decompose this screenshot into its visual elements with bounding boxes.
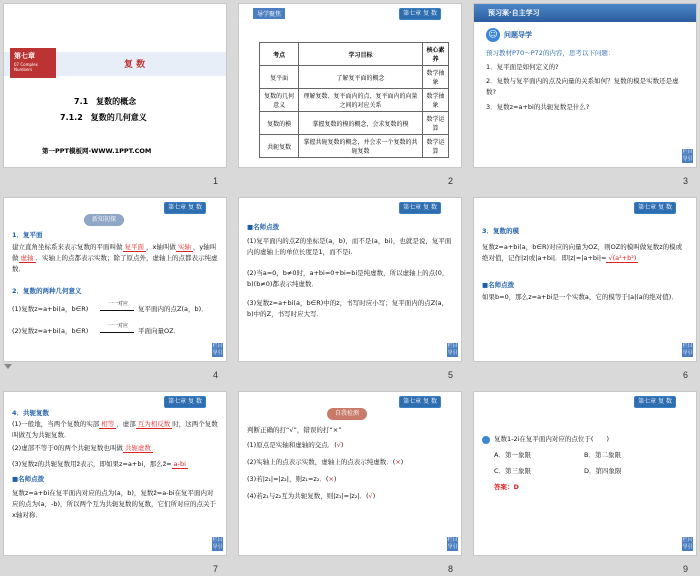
subsection-heading: 7.1.2 复数的几何意义 — [60, 113, 147, 122]
expand-arrow-icon[interactable] — [4, 364, 12, 369]
slide-number: 6 — [683, 370, 689, 380]
chapter-title: 复 数 — [124, 60, 146, 70]
chapter-tag: 第七章 复 数 — [164, 396, 206, 408]
learning-goals-table — [259, 42, 449, 158]
heading-geometric-meaning: 2．复数的两种几何意义 — [12, 287, 82, 295]
conjugate-imaginary — [12, 443, 218, 454]
table-cell: 掌握共轭复数的概念，并会求一个复数的共轭复数 — [299, 135, 423, 158]
slide-number: 3 — [683, 176, 689, 186]
tip-2: (2)当a=0，b≠0时，a+bi=0+bi=bi是纯虚数，所以虚轴上的点(0，b)(b≠0)都表示纯虚数． — [247, 269, 449, 288]
text-span: ．实轴上的点都表示实数；除了原点外，虚轴上的点都表示纯虚数． — [12, 254, 218, 273]
text-span: (3)若|z₁|=|z₂|，则z₁=z₂．( — [247, 475, 329, 483]
back-button[interactable]: 栏目导引 — [682, 537, 693, 550]
table-cell: 复平面 — [260, 66, 299, 89]
back-button[interactable]: 栏目导引 — [212, 343, 223, 356]
chapter-en: 07 Complex Numbers — [14, 62, 38, 72]
judge-item-3 — [247, 474, 453, 485]
answer: 答案：D — [494, 483, 519, 491]
section-label: 导学聚焦 — [253, 8, 285, 19]
text-span: ，x轴叫做 — [146, 243, 176, 251]
text-span: 建立直角坐标系来表示复数的平面叫做 — [12, 243, 123, 251]
guide-title: 问题导学 — [504, 31, 532, 39]
answer-blank: √(a²+b²) — [608, 254, 637, 262]
answer-blank: a-bi — [173, 460, 186, 468]
option-b: B．第二象限 — [584, 451, 621, 459]
text-span: ) — [340, 441, 344, 449]
banner-title: 预习案·自主学习 — [488, 9, 540, 17]
double-arrow-icon — [100, 332, 134, 333]
text-span: (2)实轴上的点表示实数，虚轴上的点表示纯虚数．( — [247, 458, 396, 466]
table-cell: 数学运算 — [422, 135, 448, 158]
complex-plane-text — [12, 242, 218, 275]
modulus-text — [482, 242, 688, 264]
double-arrow-icon — [100, 310, 134, 311]
chapter-tag: 第七章 复 数 — [634, 396, 676, 408]
text-span: (2)虚部不等于0的两个共轭复数也叫做 — [12, 444, 123, 452]
judge-item-2 — [247, 457, 453, 468]
chapter-badge — [10, 48, 56, 78]
answer-blank: 实轴 — [177, 243, 191, 251]
table-cell: 了解复平面的概念 — [299, 66, 423, 89]
text-span: (1)原点是实轴和虚轴的交点．( — [247, 441, 337, 449]
chapter-tag: 第七章 复 数 — [399, 202, 441, 214]
arrow-label: 一一对应 — [108, 323, 129, 329]
mapping-2-target: 平面向量OZ． — [138, 327, 181, 335]
slide-number: 5 — [448, 370, 454, 380]
table-cell: 复数的几何意义 — [260, 89, 299, 112]
question-bullet-icon — [482, 436, 490, 444]
table-cell: 理解复数、复平面内的点、复平面内的向量之间的对应关系 — [299, 89, 423, 112]
heading-complex-plane: 1．复平面 — [12, 231, 43, 239]
instruction: 判断正确的打“√”，错误的打“×” — [247, 426, 342, 434]
tip-heading: ■名师点拨 — [12, 475, 45, 483]
text-span: ) — [400, 458, 404, 466]
section-badge: 自我检测 — [327, 408, 367, 420]
slide-5-thumbnail[interactable] — [239, 198, 461, 361]
question: 复数1-2i在复平面内对应的点位于( ) — [494, 435, 609, 443]
slide-number: 8 — [448, 564, 454, 574]
back-button[interactable]: 栏目导引 — [682, 149, 693, 162]
answer-blank: 相等 — [101, 420, 115, 428]
slide-number: 7 — [213, 564, 219, 574]
question-1: 1．复平面是如何定义的? — [486, 63, 559, 71]
text-span: ) — [372, 492, 376, 500]
slide-6-thumbnail[interactable] — [474, 198, 696, 361]
answer-blank: 复平面 — [124, 243, 144, 251]
text-span: 时，这两个复数叫做互为共轭复数． — [12, 420, 218, 439]
answer-blank: 虚轴 — [20, 254, 34, 262]
chapter-tag: 第七章 复 数 — [399, 8, 441, 20]
slide-8-thumbnail[interactable] — [239, 392, 461, 555]
text-span: ，y轴叫做 — [12, 243, 217, 262]
mapping-2: (2)复数z=a+bi(a，b∈R) — [12, 327, 89, 335]
table-cell: 掌握复数的模的概念，会求复数的模 — [299, 112, 423, 135]
arrow-label: 一一对应 — [108, 301, 129, 307]
chapter-tag: 第七章 复 数 — [634, 202, 676, 214]
option-c: C．第三象限 — [494, 467, 532, 475]
slide-9-thumbnail[interactable] — [474, 392, 696, 555]
text-span: ) — [333, 475, 337, 483]
back-button[interactable]: 栏目导引 — [447, 343, 458, 356]
judge-item-4 — [247, 491, 453, 502]
section-badge: 新知初探 — [84, 214, 124, 226]
conjugate-notation — [12, 459, 218, 470]
answer-blank: 共轭虚数 — [124, 444, 151, 452]
col-header: 考点 — [260, 43, 299, 66]
heading-modulus: 3．复数的模 — [482, 227, 520, 235]
text-span: (3)复数z的共轭复数用z̄表示，即如果z=a+bi，那么z̄= — [12, 460, 172, 468]
guide-intro: 预习教材P70～P72的内容，思考以下问题： — [486, 49, 615, 57]
slide-2-thumbnail[interactable] — [239, 4, 461, 167]
text-span: (4)若z₁与z₂互为共轭复数，则|z₁|=|z₂|．( — [247, 492, 369, 500]
tip-1: (1)复平面内的点Z的坐标是(a，b)，而不是(a，bi)，也就是说，复平面内的虚轴上的单位长度是1，而不是i. — [247, 237, 452, 256]
tip-text: 如果b=0，那么z=a+bi是一个实数a，它的模等于|a|(a的绝对值)． — [482, 293, 678, 301]
back-button[interactable]: 栏目导引 — [682, 343, 693, 356]
slide-3-thumbnail[interactable] — [474, 4, 696, 167]
slide-1-thumbnail[interactable] — [4, 4, 226, 167]
table-cell: 数学运算 — [422, 112, 448, 135]
text-span: 复数z=a+bi(a，b∈R)对应的向量为OZ，则OZ的模叫做复数z的模或绝对值，记作|z|或|a+bi|．即|z|=|a+bi|= — [482, 243, 683, 262]
answer-blank: 互为相反数 — [137, 420, 171, 428]
answer-mark: × — [395, 458, 401, 466]
tip-3: (3)复数z=a+bi(a，b∈R)中的z，书写时应小写；复平面内的点Z(a，b)中的Z，书写时应大写． — [247, 299, 449, 318]
slide-7-thumbnail[interactable] — [4, 392, 226, 555]
judge-item-1 — [247, 440, 453, 451]
answer-mark: √ — [368, 492, 373, 500]
table-cell: 复数的模 — [260, 112, 299, 135]
option-a: A．第一象限 — [494, 451, 531, 459]
col-header: 核心素养 — [422, 43, 448, 66]
slide-number: 9 — [683, 564, 689, 574]
question-2: 2．复数与复平面内的点及向量的关系如何？复数的模是实数还是虚数? — [486, 77, 679, 96]
text-span: (1)一般地，当两个复数的实部 — [12, 420, 100, 428]
table-cell: 数学抽象 — [422, 66, 448, 89]
slide-4-thumbnail[interactable] — [4, 198, 226, 361]
slide-number: 2 — [448, 176, 454, 186]
conjugate-def — [12, 419, 218, 441]
site-footer: 第一PPT模板网-WWW.1PPT.COM — [42, 147, 152, 155]
table-cell: 共轭复数 — [260, 135, 299, 158]
tip-heading: ■名师点拨 — [482, 281, 515, 289]
slide-number: 4 — [213, 370, 219, 380]
chapter-label: 第七章 — [14, 52, 35, 60]
mapping-1-target: 复平面内的点Z(a，b)． — [138, 305, 208, 313]
question-3: 3．复数z=a+bi的共轭复数是什么? — [486, 103, 590, 111]
answer-mark: × — [328, 475, 334, 483]
chapter-tag: 第七章 复 数 — [399, 396, 441, 408]
option-d: D．第四象限 — [584, 467, 622, 475]
tip-text: 复数z=a+bi在复平面内对应的点为(a，b)，复数z̄=a-bi在复平面内对应的点为(a，-b)，所以两个互为共轭复数的复数，它们所对应的点关于x轴对称． — [12, 489, 217, 519]
tip-heading: ■名师点拨 — [247, 223, 280, 231]
text-span: ，虚部 — [116, 420, 136, 428]
col-header: 学习目标 — [299, 43, 423, 66]
table-cell: 数学抽象 — [422, 89, 448, 112]
back-button[interactable]: 栏目导引 — [447, 537, 458, 550]
smile-icon: ☺ — [486, 28, 500, 42]
heading-conjugate: 4．共轭复数 — [12, 409, 50, 417]
section-heading: 7.1 复数的概念 — [74, 97, 137, 106]
back-button[interactable]: 栏目导引 — [212, 537, 223, 550]
chapter-tag: 第七章 复 数 — [164, 202, 206, 214]
slide-number: 1 — [213, 176, 219, 186]
mapping-1: (1)复数z=a+bi(a，b∈R) — [12, 305, 89, 313]
answer-mark: √ — [336, 441, 341, 449]
